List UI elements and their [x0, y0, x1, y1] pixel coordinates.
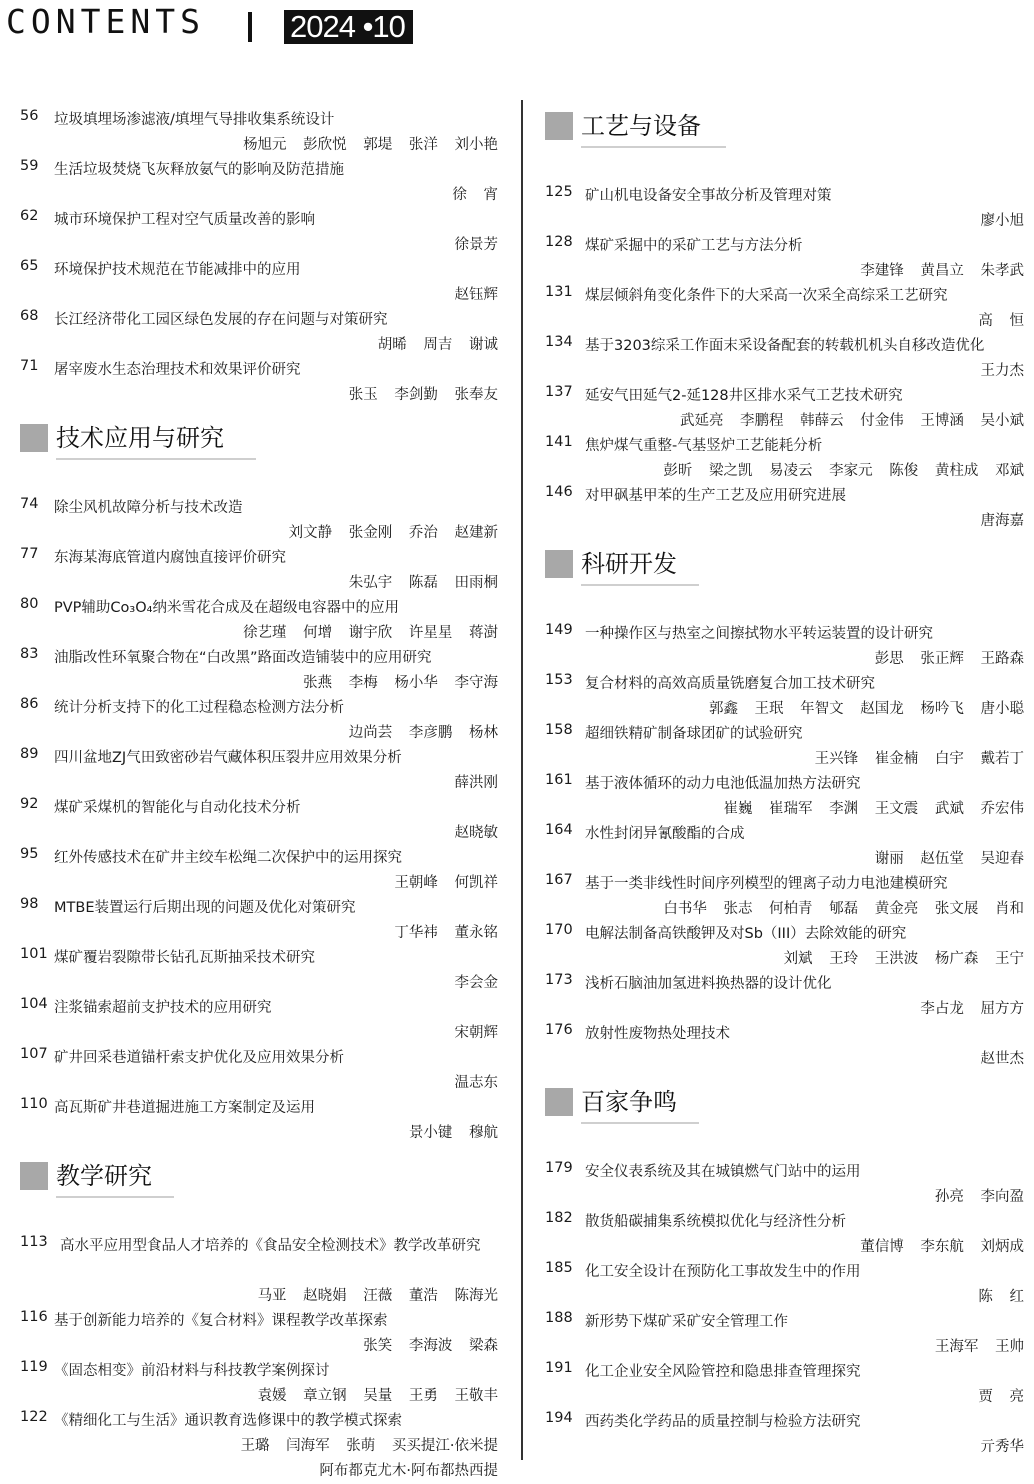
page-number: 77: [20, 546, 39, 562]
toc-entry[interactable]: [20, 256, 500, 306]
toc-entry[interactable]: [545, 720, 1026, 770]
toc-entry[interactable]: [545, 1020, 1026, 1070]
toc-entry[interactable]: [545, 1158, 1026, 1208]
page-number: 146: [545, 484, 573, 500]
page-number: 56: [20, 108, 39, 124]
section-heading: [20, 1154, 500, 1232]
article-authors: 赵世杰: [980, 1051, 1024, 1067]
page-number: 116: [20, 1309, 48, 1325]
article-title: 基于3203综采工作面末采设备配套的转载机机头自移改造优化: [585, 338, 985, 354]
page-number: 158: [545, 722, 573, 738]
article-authors: 亓秀华: [980, 1439, 1024, 1455]
toc-entry[interactable]: [20, 1307, 500, 1357]
article-title: 高瓦斯矿井巷道掘进施工方案制定及运用: [54, 1100, 315, 1116]
section-marker-icon: [20, 1162, 48, 1190]
article-authors: 张玉 李剑勤 张奉友: [348, 387, 498, 403]
article-authors: 李建锋 黄昌立 朱孝武: [860, 263, 1024, 279]
page-number: 191: [545, 1360, 573, 1376]
article-authors: 郭鑫 王珉 年智文 赵国龙 杨吟飞 唐小聪: [708, 701, 1024, 717]
section-underline: [581, 584, 699, 586]
toc-entry[interactable]: [545, 770, 1026, 820]
article-authors: 董信博 李东航 刘炳成: [860, 1239, 1024, 1255]
page-number: 167: [545, 872, 573, 888]
article-authors: 朱弘宇 陈磊 田雨桐: [348, 575, 498, 591]
toc-entry[interactable]: [20, 794, 500, 844]
article-authors: 徐 宵: [452, 187, 498, 203]
toc-entry[interactable]: [545, 1258, 1026, 1308]
article-title: 东海某海底管道内腐蚀直接评价研究: [54, 550, 286, 566]
page-number: 149: [545, 622, 573, 638]
section-underline: [56, 1196, 174, 1198]
article-title: 油脂改性环氧聚合物在“白改黑”路面改造铺装中的应用研究: [54, 650, 432, 666]
article-title: 长江经济带化工园区绿色发展的存在问题与对策研究: [54, 312, 388, 328]
article-title: 基于创新能力培养的《复合材料》课程教学改革探索: [54, 1313, 388, 1329]
article-title: 对甲砜基甲苯的生产工艺及应用研究进展: [585, 488, 846, 504]
article-title: 煤矿采煤机的智能化与自动化技术分析: [54, 800, 301, 816]
page-number: 164: [545, 822, 573, 838]
page-number: 119: [20, 1359, 48, 1375]
toc-entry[interactable]: [20, 106, 500, 156]
page-number: 104: [20, 996, 48, 1012]
toc-entry[interactable]: [20, 206, 500, 256]
page-number: 137: [545, 384, 573, 400]
article-title: 散货船碳捕集系统模拟优化与经济性分析: [585, 1214, 846, 1230]
toc-entry[interactable]: [20, 1044, 500, 1094]
article-authors: 彭昕 梁之凯 易凌云 李家元 陈俊 黄柱成 邓斌: [663, 463, 1024, 479]
page-number: 98: [20, 896, 39, 912]
toc-entry[interactable]: [20, 594, 500, 644]
article-title: 屠宰废水生态治理技术和效果评价研究: [54, 362, 301, 378]
article-title: 垃圾填埋场渗滤液/填埋气导排收集系统设计: [54, 112, 335, 128]
article-title: 延安气田延气2-延128井区排水采气工艺技术研究: [585, 388, 903, 404]
article-title: 四川盆地ZJ气田致密砂岩气藏体积压裂井应用效果分析: [54, 750, 402, 766]
toc-entry[interactable]: [20, 744, 500, 794]
toc-entry[interactable]: [545, 820, 1026, 870]
article-authors: 白书华 张志 何柏青 郇磊 黄金亮 张文展 肖和: [663, 901, 1024, 917]
article-title: 电解法制备高铁酸钾及对Sb（III）去除效能的研究: [585, 926, 907, 942]
section-heading: [20, 416, 500, 494]
toc-entry[interactable]: [20, 156, 500, 206]
section-heading: [545, 542, 1026, 620]
page-number: 65: [20, 258, 39, 274]
header-divider: [248, 12, 252, 42]
article-authors-continued: 阿布都克尤木·阿布都热西提: [319, 1463, 498, 1479]
article-title: 化工安全设计在预防化工事故发生中的作用: [585, 1264, 861, 1280]
article-title: 复合材料的高效高质量铣磨复合加工技术研究: [585, 676, 875, 692]
article-title: 统计分析支持下的化工过程稳态检测方法分析: [54, 700, 344, 716]
article-title: 安全仪表系统及其在城镇燃气门站中的运用: [585, 1164, 861, 1180]
article-title: 矿山机电设备安全事故分析及管理对策: [585, 188, 832, 204]
article-title: 《固态相变》前沿材料与科技教学案例探讨: [54, 1363, 330, 1379]
left-column: [20, 106, 500, 1479]
article-authors: 刘斌 王玲 王洪波 杨广森 王宁: [783, 951, 1024, 967]
article-authors: 崔巍 崔瑞军 李渊 王文震 武斌 乔宏伟: [723, 801, 1024, 817]
article-title: 新形势下煤矿采矿安全管理工作: [585, 1314, 788, 1330]
article-title: 放射性废物热处理技术: [585, 1026, 730, 1042]
section-title: 工艺与设备: [581, 112, 701, 140]
section-title: 教学研究: [56, 1162, 152, 1190]
page-number: 141: [545, 434, 573, 450]
article-title: 除尘风机故障分析与技术改造: [54, 500, 243, 516]
article-authors: 景小键 穆航: [408, 1125, 498, 1141]
toc-entry[interactable]: [545, 282, 1026, 332]
page-number: 185: [545, 1260, 573, 1276]
section-heading: [545, 1080, 1026, 1158]
article-title: 化工企业安全风险管控和隐患排查管理探究: [585, 1364, 861, 1380]
article-authors: 贾 亮: [978, 1389, 1024, 1405]
issue-badge: 2024 •10: [284, 10, 413, 44]
page-number: 92: [20, 796, 39, 812]
article-title: 焦炉煤气重整-气基竖炉工艺能耗分析: [585, 438, 823, 454]
section-marker-icon: [545, 1088, 573, 1116]
toc-entry[interactable]: [545, 232, 1026, 282]
article-authors: 宋朝辉: [454, 1025, 498, 1041]
page-number: 188: [545, 1310, 573, 1326]
section-marker-icon: [545, 550, 573, 578]
page-number: 101: [20, 946, 48, 962]
article-title: 一种操作区与热室之间擦拭物水平转运装置的设计研究: [585, 626, 933, 642]
page-number: 161: [545, 772, 573, 788]
article-authors: 赵钰辉: [454, 287, 498, 303]
article-authors: 丁华袆 董永铭: [394, 925, 498, 941]
article-title: 基于一类非线性时间序列模型的锂离子动力电池建模研究: [585, 876, 948, 892]
toc-entry[interactable]: [545, 432, 1026, 482]
page-number: 68: [20, 308, 39, 324]
article-authors: 王璐 闫海军 张萌 买买提江·依米提: [240, 1438, 498, 1454]
page-number: 128: [545, 234, 573, 250]
article-authors: 杨旭元 彭欣悦 郭堤 张洋 刘小艳: [243, 137, 498, 153]
section-underline: [581, 146, 726, 148]
toc-entry[interactable]: [20, 1407, 500, 1479]
article-authors: 徐景芳: [454, 237, 498, 253]
page-number: 59: [20, 158, 39, 174]
article-title: MTBE装置运行后期出现的问题及优化对策研究: [54, 900, 356, 916]
article-authors: 彭思 张正辉 王路森: [874, 651, 1024, 667]
page-number: 122: [20, 1409, 48, 1425]
article-authors: 张笑 李海波 梁森: [363, 1338, 498, 1354]
toc-entry[interactable]: [545, 620, 1026, 670]
article-title: 《精细化工与生活》通识教育选修课中的教学模式探索: [54, 1413, 402, 1429]
toc-entry[interactable]: [20, 306, 500, 356]
article-authors: 刘文静 张金刚 乔治 赵建新: [288, 525, 498, 541]
toc-entry[interactable]: [545, 332, 1026, 382]
toc-entry[interactable]: [545, 1208, 1026, 1258]
article-authors: 马亚 赵晓娟 汪薇 董浩 陈海光: [257, 1288, 498, 1304]
page-number: 176: [545, 1022, 573, 1038]
toc-entry[interactable]: [20, 356, 500, 406]
page-number: 134: [545, 334, 573, 350]
article-title: 红外传感技术在矿井主绞车松绳二次保护中的运用探究: [54, 850, 402, 866]
article-authors: 温志东: [454, 1075, 498, 1091]
article-title: 环境保护技术规范在节能减排中的应用: [54, 262, 301, 278]
toc-entry[interactable]: [545, 482, 1026, 532]
article-authors: 胡晞 周吉 谢诚: [377, 337, 498, 353]
page-number: 170: [545, 922, 573, 938]
toc-entry[interactable]: [545, 920, 1026, 970]
page-header: [0, 0, 1034, 60]
page-number: 89: [20, 746, 39, 762]
article-authors: 王朝峰 何凯祥: [394, 875, 498, 891]
toc-entry[interactable]: [20, 544, 500, 594]
article-title: 煤矿采掘中的采矿工艺与方法分析: [585, 238, 803, 254]
section-underline: [581, 1122, 699, 1124]
page-number: 113: [20, 1234, 48, 1250]
toc-entry[interactable]: [20, 1232, 500, 1307]
toc-entry[interactable]: [545, 382, 1026, 432]
toc-entry[interactable]: [545, 1358, 1026, 1408]
article-authors: 赵晓敏: [454, 825, 498, 841]
page-number: 83: [20, 646, 39, 662]
article-authors: 王海军 王帅: [934, 1339, 1024, 1355]
article-authors: 边尚芸 李彦鹏 杨林: [348, 725, 498, 741]
article-title: 煤层倾斜角变化条件下的大采高一次采全高综采工艺研究: [585, 288, 948, 304]
article-title: 水性封闭异氰酸酯的合成: [585, 826, 745, 842]
toc-entry[interactable]: [545, 1308, 1026, 1358]
section-title: 百家争鸣: [581, 1088, 677, 1116]
page-number: 110: [20, 1096, 48, 1112]
column-divider: [521, 100, 523, 1460]
page-number: 173: [545, 972, 573, 988]
article-authors: 孙亮 李向盈: [934, 1189, 1024, 1205]
toc-entry[interactable]: [545, 182, 1026, 232]
toc-entry[interactable]: [20, 494, 500, 544]
page-number: 95: [20, 846, 39, 862]
article-title: 高水平应用型食品人才培养的《食品安全检测技术》教学改革研究: [60, 1238, 481, 1254]
page-number: 86: [20, 696, 39, 712]
article-title: 西药类化学药品的质量控制与检验方法研究: [585, 1414, 861, 1430]
toc-entry[interactable]: [545, 670, 1026, 720]
contents-title: CONTENTS: [6, 2, 205, 41]
page-number: 74: [20, 496, 39, 512]
article-authors: 徐艺瑾 何增 谢宇欣 许星星 蒋澍: [243, 625, 498, 641]
page-number: 131: [545, 284, 573, 300]
section-title: 科研开发: [581, 550, 677, 578]
article-authors: 唐海嘉: [980, 513, 1024, 529]
article-authors: 高 恒: [978, 313, 1024, 329]
article-title: 超细铁精矿制备球团矿的试验研究: [585, 726, 803, 742]
article-title: 城市环境保护工程对空气质量改善的影响: [54, 212, 315, 228]
article-authors: 李会金: [454, 975, 498, 991]
article-authors: 廖小旭: [980, 213, 1024, 229]
section-heading: [545, 104, 1026, 182]
page-number: 80: [20, 596, 39, 612]
article-authors: 武延亮 李鹏程 韩薛云 付金伟 王博涵 吴小斌: [679, 413, 1024, 429]
page-number: 62: [20, 208, 39, 224]
toc-entry[interactable]: [545, 870, 1026, 920]
article-title: 注浆锚索超前支护技术的应用研究: [54, 1000, 272, 1016]
toc-entry[interactable]: [20, 894, 500, 944]
article-title: 生活垃圾焚烧飞灰释放氨气的影响及防范措施: [54, 162, 344, 178]
toc-entry[interactable]: [20, 1357, 500, 1407]
page-number: 194: [545, 1410, 573, 1426]
article-title: PVP辅助Co₃O₄纳米雪花合成及在超级电容器中的应用: [54, 600, 399, 616]
toc-entry[interactable]: [545, 1408, 1026, 1458]
article-title: 矿井回采巷道锚杆索支护优化及应用效果分析: [54, 1050, 344, 1066]
page-number: 179: [545, 1160, 573, 1176]
article-authors: 薛洪刚: [454, 775, 498, 791]
page-number: 125: [545, 184, 573, 200]
article-title: 煤矿覆岩裂隙带长钻孔瓦斯抽采技术研究: [54, 950, 315, 966]
article-authors: 李占龙 屈方方: [920, 1001, 1024, 1017]
toc-entry[interactable]: [20, 694, 500, 744]
toc-entry[interactable]: [20, 1094, 500, 1144]
section-marker-icon: [20, 424, 48, 452]
article-title: 基于液体循环的动力电池低温加热方法研究: [585, 776, 861, 792]
article-authors: 谢丽 赵伍堂 吴迎春: [874, 851, 1024, 867]
section-title: 技术应用与研究: [56, 424, 224, 452]
page-number: 71: [20, 358, 39, 374]
section-marker-icon: [545, 112, 573, 140]
page-number: 107: [20, 1046, 48, 1062]
right-column: [545, 104, 1026, 1458]
toc-entry[interactable]: [20, 944, 500, 994]
article-authors: 袁媛 章立钢 吴量 王勇 王敬丰: [257, 1388, 498, 1404]
article-authors: 张燕 李梅 杨小华 李守海: [303, 675, 498, 691]
toc-entry[interactable]: [20, 644, 500, 694]
toc-entry[interactable]: [20, 994, 500, 1044]
toc-entry[interactable]: [20, 844, 500, 894]
article-authors: 王力杰: [980, 363, 1024, 379]
toc-entry[interactable]: [545, 970, 1026, 1020]
page-number: 153: [545, 672, 573, 688]
section-underline: [56, 458, 256, 460]
page-number: 182: [545, 1210, 573, 1226]
article-authors: 王兴锋 崔金楠 白宇 戴若丁: [814, 751, 1024, 767]
article-authors: 陈 红: [978, 1289, 1024, 1305]
article-title: 浅析石脑油加氢进料换热器的设计优化: [585, 976, 832, 992]
